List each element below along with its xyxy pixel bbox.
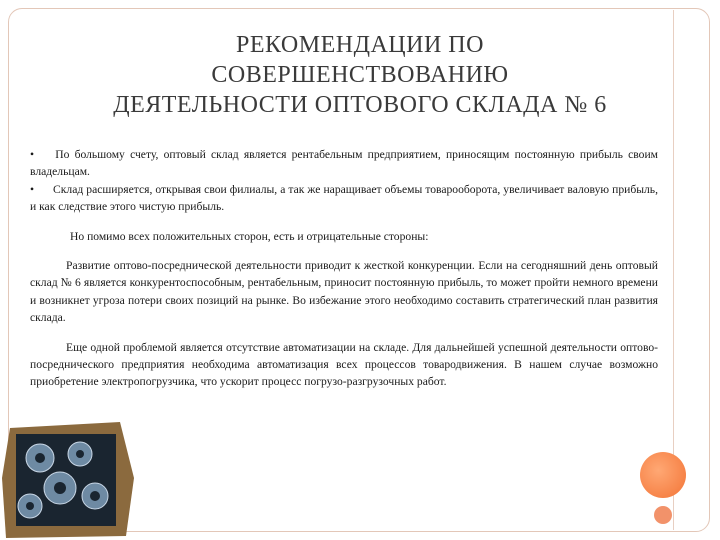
bullet-marker: •	[30, 182, 35, 196]
decor-circle-small	[654, 506, 672, 524]
paragraph-intro: Но помимо всех положительных сторон, есть и отрицательные стороны:	[70, 229, 429, 243]
spacer	[30, 216, 658, 228]
bullet-text-2: Склад расширяется, открывая свои филиалы, а так же наращивает объемы товарооборота, увеличивает валовую прибыль, и как следствие этого чистую прибыль.	[30, 182, 658, 214]
title-line-1: РЕКОМЕНДАЦИИ ПО	[236, 32, 484, 58]
bullet-item-1	[30, 146, 658, 181]
decor-circle-large	[640, 452, 686, 498]
title-line-3: ДЕЯТЕЛЬНОСТИ ОПТОВОГО СКЛАДА № 6	[113, 92, 607, 118]
paragraph-competition: Развитие оптово-посреднической деятельности приводит к жесткой конкуренции. Если на сегодняшний день оптовый склад № 6 является конкурентоспособным, рентабельным, приносит постоянную прибыль, то может пройти немного времени и возникнет угроза потери своих позиций на рынке. Во избежание этого необходимо составить стратегический план развития склада.	[30, 259, 658, 325]
gears-photo	[0, 418, 136, 540]
bullet-item-2	[30, 181, 658, 216]
paragraph-automation: Еще одной проблемой является отсутствие автоматизации на складе. Для дальнейшей успешной деятельности оптово-посреднического предприятия необходима автоматизация всех процессов товародвижения. В нашем случае возможно приобретение электропогрузчика, что ускорит процесс погрузо-разгрузочных работ.	[30, 340, 658, 389]
bullet-marker: •	[30, 148, 35, 161]
spacer	[30, 245, 658, 257]
bullet-text-1: По большому счету, оптовый склад является рентабельным предприятием, приносящим постоянную прибыль своим владельцам.	[30, 148, 658, 179]
title-line-2: СОВЕРШЕНСТВОВАНИЮ	[211, 62, 509, 88]
slide-title	[0, 30, 720, 120]
spacer	[30, 327, 658, 339]
slide-body	[30, 146, 658, 391]
